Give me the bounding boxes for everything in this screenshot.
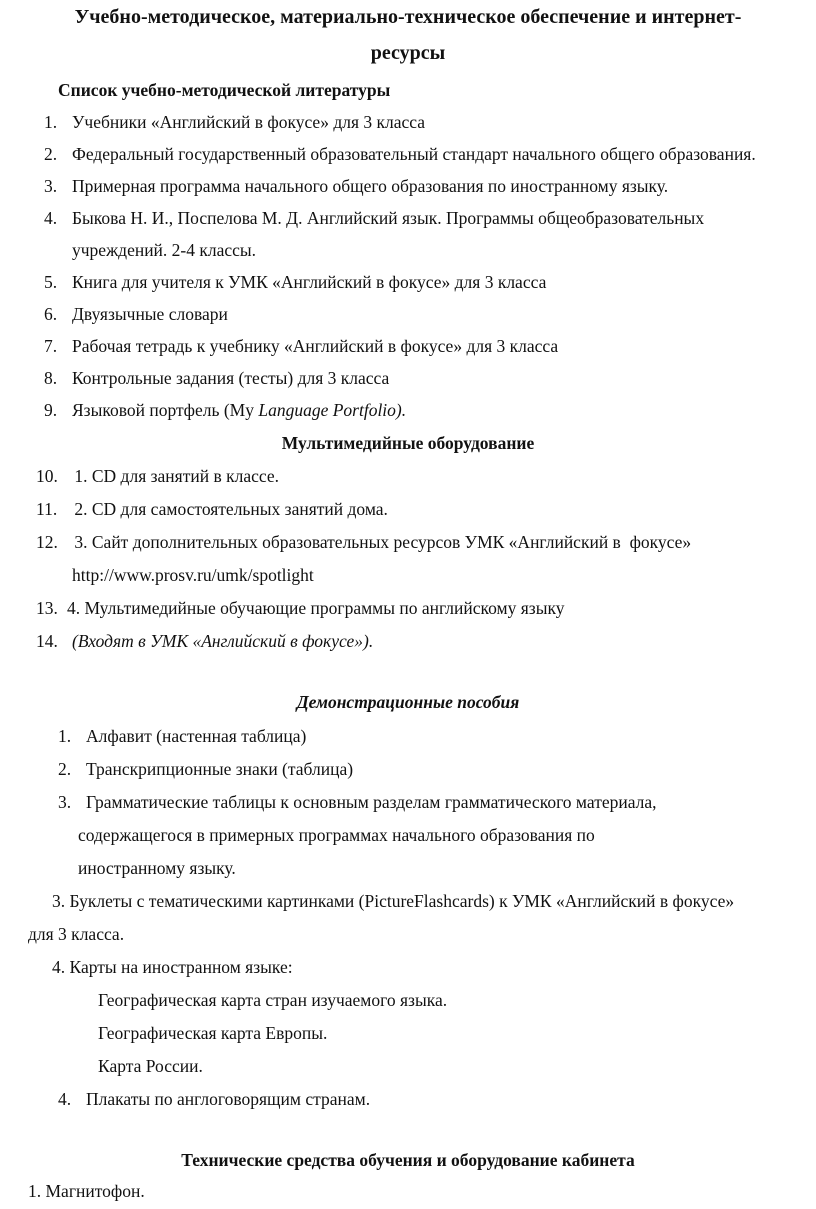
list-number: 2. bbox=[58, 759, 72, 779]
list-number: 5. bbox=[44, 272, 58, 292]
list-text bbox=[72, 400, 406, 421]
list-number: 7. bbox=[44, 336, 58, 356]
list-number: 1. bbox=[58, 726, 72, 746]
list-item: 1. Магнитофон. bbox=[28, 1181, 145, 1201]
list-text: Учебники «Английский в фокусе» для 3 класса bbox=[72, 112, 426, 132]
list-number: 4. bbox=[58, 1089, 72, 1109]
list-text-continuation: учреждений. 2-4 классы. bbox=[72, 240, 257, 260]
list-number: 3. bbox=[58, 792, 72, 812]
maps-heading: 4. Карты на иностранном языке: bbox=[52, 957, 293, 977]
demo-heading: Демонстрационные пособия bbox=[296, 692, 520, 712]
list-text-continuation: иностранному языку. bbox=[78, 858, 236, 878]
page-title-line-2: ресурсы bbox=[370, 42, 446, 64]
list-number: 9. bbox=[44, 400, 58, 420]
list-text: 4. Мультимедийные обучающие программы по английскому языку bbox=[67, 598, 565, 618]
list-text: Рабочая тетрадь к учебнику «Английский в фокусе» для 3 класса bbox=[72, 336, 559, 356]
list-text: (Входят в УМК «Английский в фокусе»). bbox=[72, 631, 374, 651]
map-item: Географическая карта Европы. bbox=[98, 1023, 328, 1043]
list-text: Быкова Н. И., Поспелова М. Д. Английский язык. Программы общеобразовательных bbox=[72, 208, 705, 228]
list-number: 14. bbox=[36, 631, 58, 651]
list-text: Примерная программа начального общего образования по иностранному языку. bbox=[72, 176, 669, 196]
booklets-line: 3. Буклеты с тематическими картинками (PictureFlashcards) к УМК «Английский в фокусе» bbox=[52, 891, 735, 911]
list-number: 10. bbox=[36, 466, 58, 486]
list-text: Грамматические таблицы к основным разделам грамматического материала, bbox=[86, 792, 657, 812]
list-number: 1. bbox=[44, 112, 58, 132]
list-number: 6. bbox=[44, 304, 58, 324]
list-text: 1. CD для занятий в классе. bbox=[70, 466, 280, 486]
list-text: Алфавит (настенная таблица) bbox=[86, 726, 307, 746]
list-text-continuation: содержащегося в примерных программах начального образования по bbox=[78, 825, 595, 845]
map-item: Географическая карта стран изучаемого языка. bbox=[98, 990, 448, 1010]
list-number: 3. bbox=[44, 176, 58, 196]
list-number: 4. bbox=[44, 208, 58, 228]
map-item: Карта России. bbox=[98, 1056, 203, 1076]
list-text: 2. CD для самостоятельных занятий дома. bbox=[70, 499, 388, 519]
list-number: 11. bbox=[36, 499, 58, 519]
list-number: 13. bbox=[36, 598, 58, 618]
booklets-line-continuation: для 3 класса. bbox=[28, 924, 125, 944]
multimedia-heading: Мультимедийные оборудование bbox=[281, 433, 535, 453]
list-text: Книга для учителя к УМК «Английский в фокусе» для 3 класса bbox=[72, 272, 547, 292]
list-text-italic: Language Portfolio). bbox=[258, 400, 407, 420]
website-url: http://www.prosv.ru/umk/spotlight bbox=[72, 565, 314, 585]
list-number: 2. bbox=[44, 144, 58, 164]
list-text-regular: Языковой портфель (My bbox=[72, 400, 259, 420]
list-text: Двуязычные словари bbox=[72, 304, 228, 324]
list-number: 12. bbox=[36, 532, 58, 552]
list-text: Плакаты по англоговорящим странам. bbox=[86, 1089, 371, 1109]
technical-heading: Технические средства обучения и оборудование кабинета bbox=[181, 1150, 635, 1170]
list-text: 3. Сайт дополнительных образовательных ресурсов УМК «Английский в фокусе» bbox=[70, 532, 692, 552]
list-text: Федеральный государственный образовательный стандарт начального общего образования. bbox=[72, 144, 756, 164]
list-text: Контрольные задания (тесты) для 3 класса bbox=[72, 368, 390, 388]
literature-heading: Список учебно-методической литературы bbox=[58, 80, 391, 100]
page-title-line-1: Учебно-методическое, материально-техническое обеспечение и интернет- bbox=[74, 6, 742, 28]
list-text: Транскрипционные знаки (таблица) bbox=[86, 759, 354, 779]
list-number: 8. bbox=[44, 368, 58, 388]
